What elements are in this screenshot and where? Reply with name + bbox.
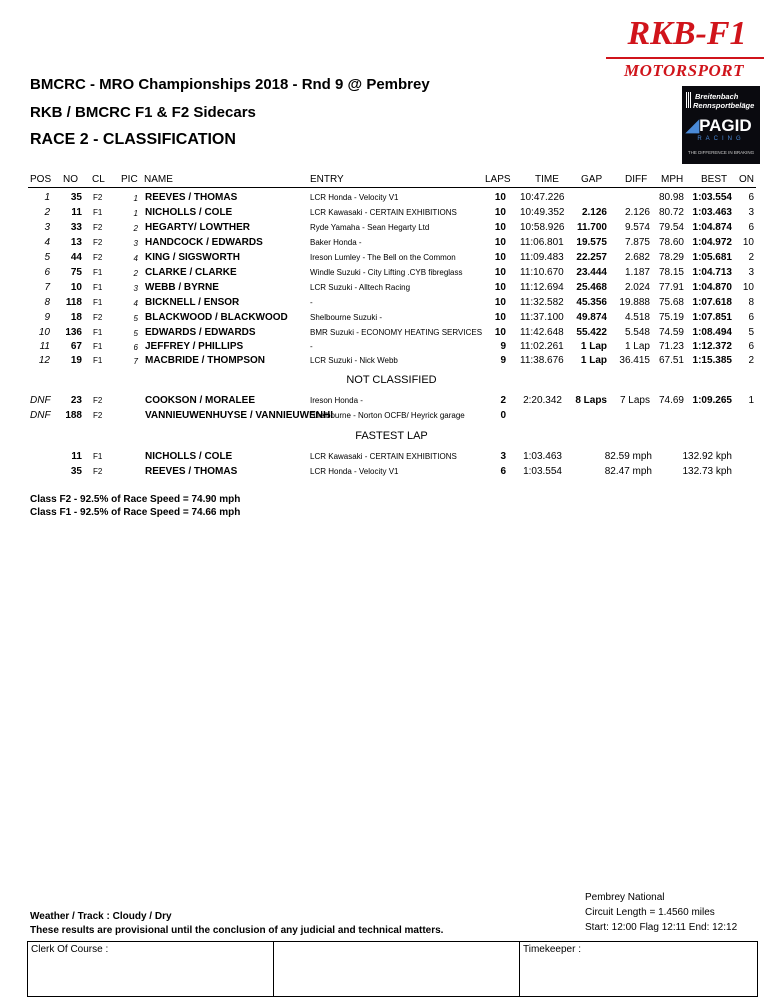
time: 11:06.801 [520, 237, 564, 248]
number: 11 [71, 451, 82, 462]
number: 33 [70, 222, 82, 233]
best-on-lap: 6 [748, 312, 754, 323]
entry: Shelbourne Suzuki - [310, 313, 383, 322]
diff: 2.682 [624, 252, 650, 263]
pic: 4 [133, 254, 138, 263]
class-f2-note: Class F2 - 92.5% of Race Speed = 74.90 mph [30, 494, 241, 505]
race-title: RACE 2 - CLASSIFICATION [30, 131, 236, 148]
number: 67 [70, 341, 82, 352]
best-lap: 1:03.463 [692, 207, 732, 218]
pic: 7 [133, 357, 138, 366]
entry: LCR Suzuki - Alltech Racing [310, 283, 411, 292]
table-row [0, 466, 783, 481]
clerk-label: Clerk Of Course : [31, 944, 109, 955]
table-row [0, 395, 783, 410]
laps: 10 [494, 207, 506, 218]
table-row [0, 297, 783, 312]
number: 23 [70, 395, 82, 406]
number: 75 [70, 267, 82, 278]
gap: 25.468 [576, 282, 607, 293]
mph: 74.69 [658, 395, 684, 406]
best-on-lap: 6 [748, 341, 754, 352]
entry: Shelbourne - Norton OCFB/ Heyrick garage [310, 411, 465, 420]
crew-name: NICHOLLS / COLE [145, 451, 233, 462]
number: 13 [70, 237, 82, 248]
diff: 7 Laps [619, 395, 650, 406]
number: 136 [65, 327, 82, 338]
gap: 19.575 [576, 237, 607, 248]
timekeeper-box [519, 941, 758, 997]
mph: 80.98 [658, 192, 684, 203]
best-on-lap: 2 [748, 355, 754, 366]
crew-name: BLACKWOOD / BLACKWOOD [145, 312, 288, 323]
lap-time: 1:03.554 [523, 466, 562, 477]
class: F2 [93, 411, 103, 420]
sponsor-tagline: THE DIFFERENCE IN BRAKING [687, 150, 755, 155]
circuit-length: Circuit Length = 1.4560 miles [585, 907, 715, 918]
crew-name: NICHOLLS / COLE [145, 207, 233, 218]
col-mph: MPH [661, 174, 684, 185]
best-lap: 1:03.554 [692, 192, 732, 203]
number: 44 [70, 252, 82, 263]
pic: 2 [133, 224, 138, 233]
diff: 36.415 [619, 355, 650, 366]
table-row [0, 312, 783, 327]
pic: 3 [133, 284, 138, 293]
number: 35 [70, 192, 82, 203]
class: F2 [93, 223, 103, 232]
col-pic: PIC [121, 174, 138, 185]
table-row [0, 267, 783, 282]
mph: 67.51 [658, 355, 684, 366]
table-row [0, 355, 783, 370]
time: 10:49.352 [520, 207, 565, 218]
class: F1 [93, 342, 103, 351]
crew-name: WEBB / BYRNE [145, 282, 219, 293]
time: 10:47.226 [520, 192, 565, 203]
best-lap: 1:07.851 [692, 312, 732, 323]
lap-kph: 132.73 kph [682, 466, 732, 477]
header-rule [28, 187, 756, 188]
class: F2 [93, 467, 103, 476]
entry: - [310, 342, 313, 351]
table-row [0, 222, 783, 237]
sponsor-line2: Rennsportbeläge [693, 101, 755, 110]
diff: 1.187 [624, 267, 650, 278]
sponsor-racing: RACING [697, 136, 745, 142]
class-f1-note: Class F1 - 92.5% of Race Speed = 74.66 mph [30, 507, 241, 518]
mph: 74.59 [658, 327, 684, 338]
gap: 22.257 [576, 252, 607, 263]
gap: 23.444 [576, 267, 607, 278]
best-lap: 1:05.681 [692, 252, 732, 263]
pic: 5 [133, 329, 138, 338]
crew-name: KING / SIGSWORTH [145, 252, 240, 263]
best-on-lap: 10 [742, 282, 754, 293]
number: 18 [70, 312, 82, 323]
class: F1 [93, 328, 103, 337]
diff: 9.574 [624, 222, 650, 233]
entry: Baker Honda - [310, 238, 362, 247]
pos: 2 [44, 207, 50, 218]
mph: 75.19 [658, 312, 684, 323]
class-title: RKB / BMCRC F1 & F2 Sidecars [30, 104, 256, 121]
gap: 45.356 [576, 297, 607, 308]
crew-name: EDWARDS / EDWARDS [145, 327, 256, 338]
pic: 6 [133, 343, 138, 352]
time: 11:02.261 [520, 341, 564, 352]
gap: 2.126 [581, 207, 607, 218]
entry: LCR Honda - Velocity V1 [310, 193, 399, 202]
diff: 1 Lap [624, 341, 650, 352]
race-times: Start: 12:00 Flag 12:11 End: 12:12 [585, 922, 738, 933]
laps: 10 [494, 222, 506, 233]
laps: 10 [494, 312, 506, 323]
not-classified-heading: NOT CLASSIFIED [346, 374, 437, 386]
best-lap: 1:15.385 [692, 355, 732, 366]
gap: 11.700 [576, 222, 607, 233]
pos: DNF [30, 410, 51, 421]
table-row [0, 282, 783, 297]
best-on-lap: 3 [748, 267, 754, 278]
best-lap: 1:08.494 [692, 327, 732, 338]
entry: LCR Honda - Velocity V1 [310, 467, 399, 476]
time: 2:20.342 [523, 395, 562, 406]
pagid-mark-icon: ◢ [686, 116, 700, 135]
timekeeper-label: Timekeeper : [523, 944, 581, 955]
fastest-lap-heading: FASTEST LAP [355, 430, 428, 442]
best-on-lap: 6 [748, 222, 754, 233]
mph: 80.72 [658, 207, 684, 218]
pos: 8 [44, 297, 50, 308]
table-row [0, 192, 783, 207]
pic: 3 [133, 239, 138, 248]
best-on-lap: 3 [748, 207, 754, 218]
col-entry: ENTRY [310, 174, 344, 185]
pos: 12 [38, 355, 50, 366]
laps: 9 [500, 341, 506, 352]
lap-number: 3 [500, 451, 506, 462]
class: F1 [93, 283, 103, 292]
class: F2 [93, 193, 103, 202]
entry: LCR Kawasaki - CERTAIN EXHIBITIONS [310, 208, 457, 217]
pic: 1 [133, 194, 138, 203]
diff: 2.024 [624, 282, 650, 293]
col-gap: GAP [581, 174, 603, 185]
pagid-sponsor-logo [682, 86, 760, 164]
col-laps: LAPS [485, 174, 511, 185]
gap: 1 Lap [580, 341, 607, 352]
best-on-lap: 5 [748, 327, 754, 338]
gap: 1 Lap [580, 355, 607, 366]
time: 11:12.694 [520, 282, 564, 293]
clerk-of-course-box [27, 941, 274, 997]
pos: 5 [44, 252, 50, 263]
pos: 10 [38, 327, 50, 338]
class: F1 [93, 356, 103, 365]
class: F2 [93, 238, 103, 247]
rkb-f1-logo: RKB-F1 [627, 15, 747, 52]
time: 11:09.483 [520, 252, 564, 263]
laps: 10 [494, 327, 506, 338]
class: F1 [93, 268, 103, 277]
crew-name: REEVES / THOMAS [145, 192, 238, 203]
event-title: BMCRC - MRO Championships 2018 - Rnd 9 @ Pembrey [30, 76, 430, 93]
blank-signature-box [273, 941, 520, 997]
table-row [0, 451, 783, 466]
laps: 10 [494, 192, 506, 203]
number: 188 [65, 410, 82, 421]
table-row [0, 237, 783, 252]
col-on: ON [739, 174, 754, 185]
class: F1 [93, 298, 103, 307]
pos: 3 [44, 222, 50, 233]
class: F2 [93, 396, 103, 405]
pos: 4 [44, 237, 50, 248]
number: 10 [70, 282, 82, 293]
number: 118 [65, 297, 82, 308]
sponsor-line1: Breitenbach [695, 92, 739, 101]
entry: Ryde Yamaha - Sean Hegarty Ltd [310, 223, 430, 232]
lap-kph: 132.92 kph [682, 451, 732, 462]
venue: Pembrey National [585, 892, 665, 903]
pos: 9 [44, 312, 50, 323]
best-lap: 1:12.372 [692, 341, 732, 352]
col-no: NO [63, 174, 78, 185]
col-cl: CL [92, 174, 105, 185]
diff: 7.875 [624, 237, 650, 248]
col-diff: DIFF [625, 174, 648, 185]
laps: 10 [494, 237, 506, 248]
mph: 78.29 [658, 252, 684, 263]
pos: 6 [44, 267, 50, 278]
pic: 5 [133, 314, 138, 323]
class: F1 [93, 452, 103, 461]
mph: 78.15 [658, 267, 684, 278]
crew-name: JEFFREY / PHILLIPS [145, 341, 244, 352]
entry: Windle Suzuki - City Lifting .CYB fibreglass [310, 268, 463, 277]
best-lap: 1:07.618 [692, 297, 732, 308]
class: F1 [93, 208, 103, 217]
crew-name: HANDCOCK / EDWARDS [145, 237, 263, 248]
lap-time: 1:03.463 [523, 451, 562, 462]
pic: 1 [133, 209, 138, 218]
table-row [0, 252, 783, 267]
best-lap: 1:04.874 [692, 222, 732, 233]
laps: 10 [494, 252, 506, 263]
pos: 7 [44, 282, 50, 293]
entry: Ireson Lumley - The Bell on the Common [310, 253, 456, 262]
time: 11:38.676 [520, 355, 564, 366]
diff: 4.518 [624, 312, 650, 323]
entry: Ireson Honda - [310, 396, 363, 405]
gap: 49.874 [576, 312, 607, 323]
lap-mph: 82.59 mph [604, 451, 652, 462]
best-on-lap: 10 [742, 237, 754, 248]
crew-name: BICKNELL / ENSOR [145, 297, 240, 308]
number: 35 [70, 466, 82, 477]
entry: LCR Kawasaki - CERTAIN EXHIBITIONS [310, 452, 457, 461]
laps: 0 [500, 410, 506, 421]
class: F2 [93, 313, 103, 322]
col-time: TIME [535, 174, 559, 185]
crew-name: HEGARTY/ LOWTHER [145, 222, 250, 233]
crew-name: CLARKE / CLARKE [145, 267, 237, 278]
best-on-lap: 2 [748, 252, 754, 263]
crew-name: REEVES / THOMAS [145, 466, 238, 477]
pos: 1 [44, 192, 50, 203]
mph: 71.23 [658, 341, 684, 352]
pic: 4 [133, 299, 138, 308]
stripes-icon [686, 92, 692, 108]
number: 19 [70, 355, 82, 366]
crew-name: VANNIEUWENHUYSE / VANNIEUWENHI [145, 410, 333, 421]
laps: 10 [494, 267, 506, 278]
mph: 75.68 [658, 297, 684, 308]
best-on-lap: 1 [748, 395, 754, 406]
lap-number: 6 [500, 466, 506, 477]
class: F2 [93, 253, 103, 262]
sponsor-brand: ◢PAGID [686, 116, 752, 135]
time: 11:37.100 [520, 312, 564, 323]
col-pos: POS [30, 174, 52, 185]
best-lap: 1:04.972 [692, 237, 732, 248]
motorsport-logo-text: MOTORSPORT [624, 61, 744, 80]
time: 11:10.670 [520, 267, 564, 278]
lap-mph: 82.47 mph [604, 466, 652, 477]
table-row [0, 410, 783, 425]
number: 11 [71, 207, 82, 218]
best-on-lap: 8 [748, 297, 754, 308]
logo-divider [606, 57, 764, 59]
laps: 10 [494, 297, 506, 308]
table-row [0, 207, 783, 222]
time: 11:32.582 [520, 297, 564, 308]
laps: 10 [494, 282, 506, 293]
laps: 2 [500, 395, 506, 406]
table-row [0, 327, 783, 342]
laps: 9 [500, 355, 506, 366]
entry: BMR Suzuki - ECONOMY HEATING SERVICES [310, 328, 483, 337]
diff: 19.888 [619, 297, 650, 308]
entry: - [310, 298, 313, 307]
provisional-notice: These results are provisional until the conclusion of any judicial and technical matters. [30, 925, 444, 936]
diff: 5.548 [624, 327, 650, 338]
best-lap: 1:04.713 [692, 267, 732, 278]
crew-name: MACBRIDE / THOMPSON [145, 355, 265, 366]
col-name: NAME [144, 174, 173, 185]
pic: 2 [133, 269, 138, 278]
best-lap: 1:09.265 [692, 395, 732, 406]
mph: 78.60 [658, 237, 684, 248]
weather: Weather / Track : Cloudy / Dry [30, 911, 172, 922]
mph: 77.91 [658, 282, 684, 293]
entry: LCR Suzuki - Nick Webb [310, 356, 398, 365]
gap: 55.422 [576, 327, 607, 338]
col-best: BEST [701, 174, 728, 185]
best-on-lap: 6 [748, 192, 754, 203]
diff: 2.126 [624, 207, 650, 218]
pos: DNF [30, 395, 51, 406]
time: 11:42.648 [520, 327, 564, 338]
crew-name: COOKSON / MORALEE [145, 395, 256, 406]
mph: 79.54 [658, 222, 684, 233]
time: 10:58.926 [520, 222, 565, 233]
pos: 11 [39, 341, 50, 352]
table-row [0, 341, 783, 356]
gap: 8 Laps [575, 395, 607, 406]
best-lap: 1:04.870 [692, 282, 732, 293]
